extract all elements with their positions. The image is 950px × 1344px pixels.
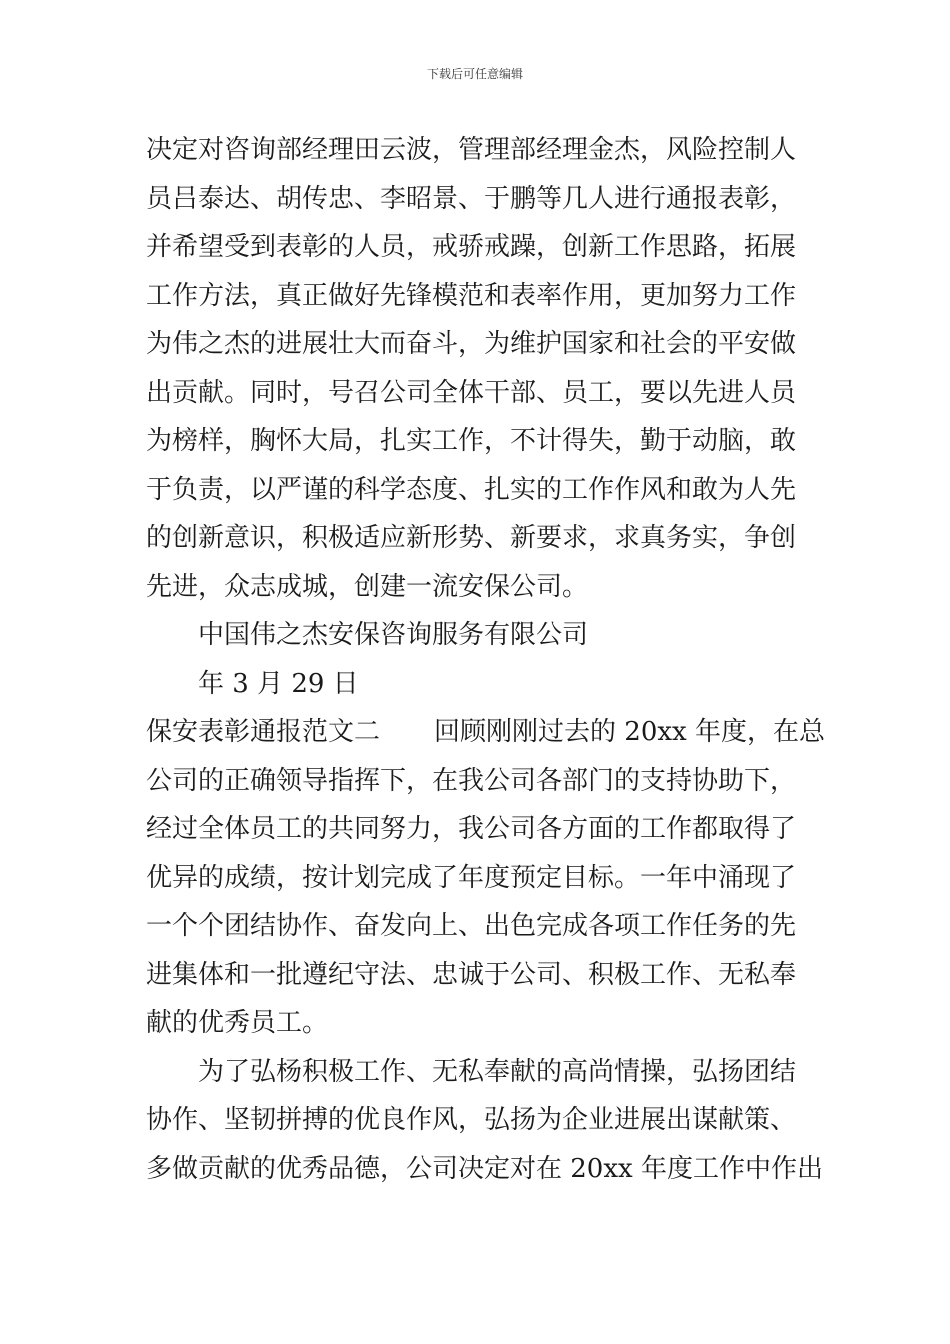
paragraph-line: 为榜样，胸怀大局，扎实工作，不计得失，勤于动脑，敢 xyxy=(146,426,797,456)
section3-first-line: 为了弘杨积极工作、无私奉献的高尚情操，弘扬团结 xyxy=(198,1056,797,1087)
paragraph-line: 公司的正确领导指挥下，在我公司各部门的支持协助下， xyxy=(146,765,797,796)
paragraph-line: 经过全体员工的共同努力，我公司各方面的工作都取得了 xyxy=(146,814,797,844)
section2-intro: 回顾刚刚过去的 20xx 年度，在总 xyxy=(434,717,825,747)
signature-date: 年 3 月 29 日 xyxy=(198,668,359,699)
section2-title: 保安表彰通报范文二 xyxy=(146,717,381,747)
paragraph-line: 工作方法，真正做好先锋模范和表率作用，更加努力工作 xyxy=(146,280,797,311)
paragraph-line: 出贡献。同时，号召公司全体干部、员工，要以先进人员 xyxy=(146,377,797,408)
page-header: 下载后可任意编辑 xyxy=(426,67,523,81)
paragraph-line: 并希望受到表彰的人员，戒骄戒躁，创新工作思路，拓展 xyxy=(146,232,797,262)
paragraph-line: 优异的成绩，按计划完成了年度预定目标。一年中涌现了 xyxy=(146,862,797,893)
paragraph-line: 员吕泰达、胡传忠、李昭景、于鹏等几人进行通报表彰， xyxy=(146,183,797,214)
signature-company: 中国伟之杰安保咨询服务有限公司 xyxy=(198,620,589,650)
paragraph-line: 于负责，以严谨的科学态度、扎实的工作作风和敢为人先 xyxy=(146,474,797,505)
paragraph-line: 先进，众志成城，创建一流安保公司。 xyxy=(146,571,589,602)
paragraph-line: 多做贡献的优秀品德，公司决定对在 20xx 年度工作中作出 xyxy=(146,1153,823,1184)
paragraph-line: 进集体和一批遵纪守法、忠诚于公司、积极工作、无私奉 xyxy=(146,959,797,990)
section2-first-line xyxy=(146,708,825,757)
paragraph-line: 为伟之杰的进展壮大而奋斗，为维护国家和社会的平安做 xyxy=(146,329,797,359)
document-body xyxy=(146,126,825,1193)
paragraph-line: 一个个团结协作、奋发向上、出色完成各项工作任务的先 xyxy=(146,911,797,941)
paragraph-line: 协作、坚韧拼搏的优良作风，弘扬为企业进展出谋献策、 xyxy=(146,1105,797,1135)
paragraph-line: 献的优秀员工。 xyxy=(146,1008,329,1038)
paragraph-line: 的创新意识，积极适应新形势、新要求，求真务实，争创 xyxy=(146,523,797,553)
paragraph-line: 决定对咨询部经理田云波，管理部经理金杰，风险控制人 xyxy=(146,135,797,165)
